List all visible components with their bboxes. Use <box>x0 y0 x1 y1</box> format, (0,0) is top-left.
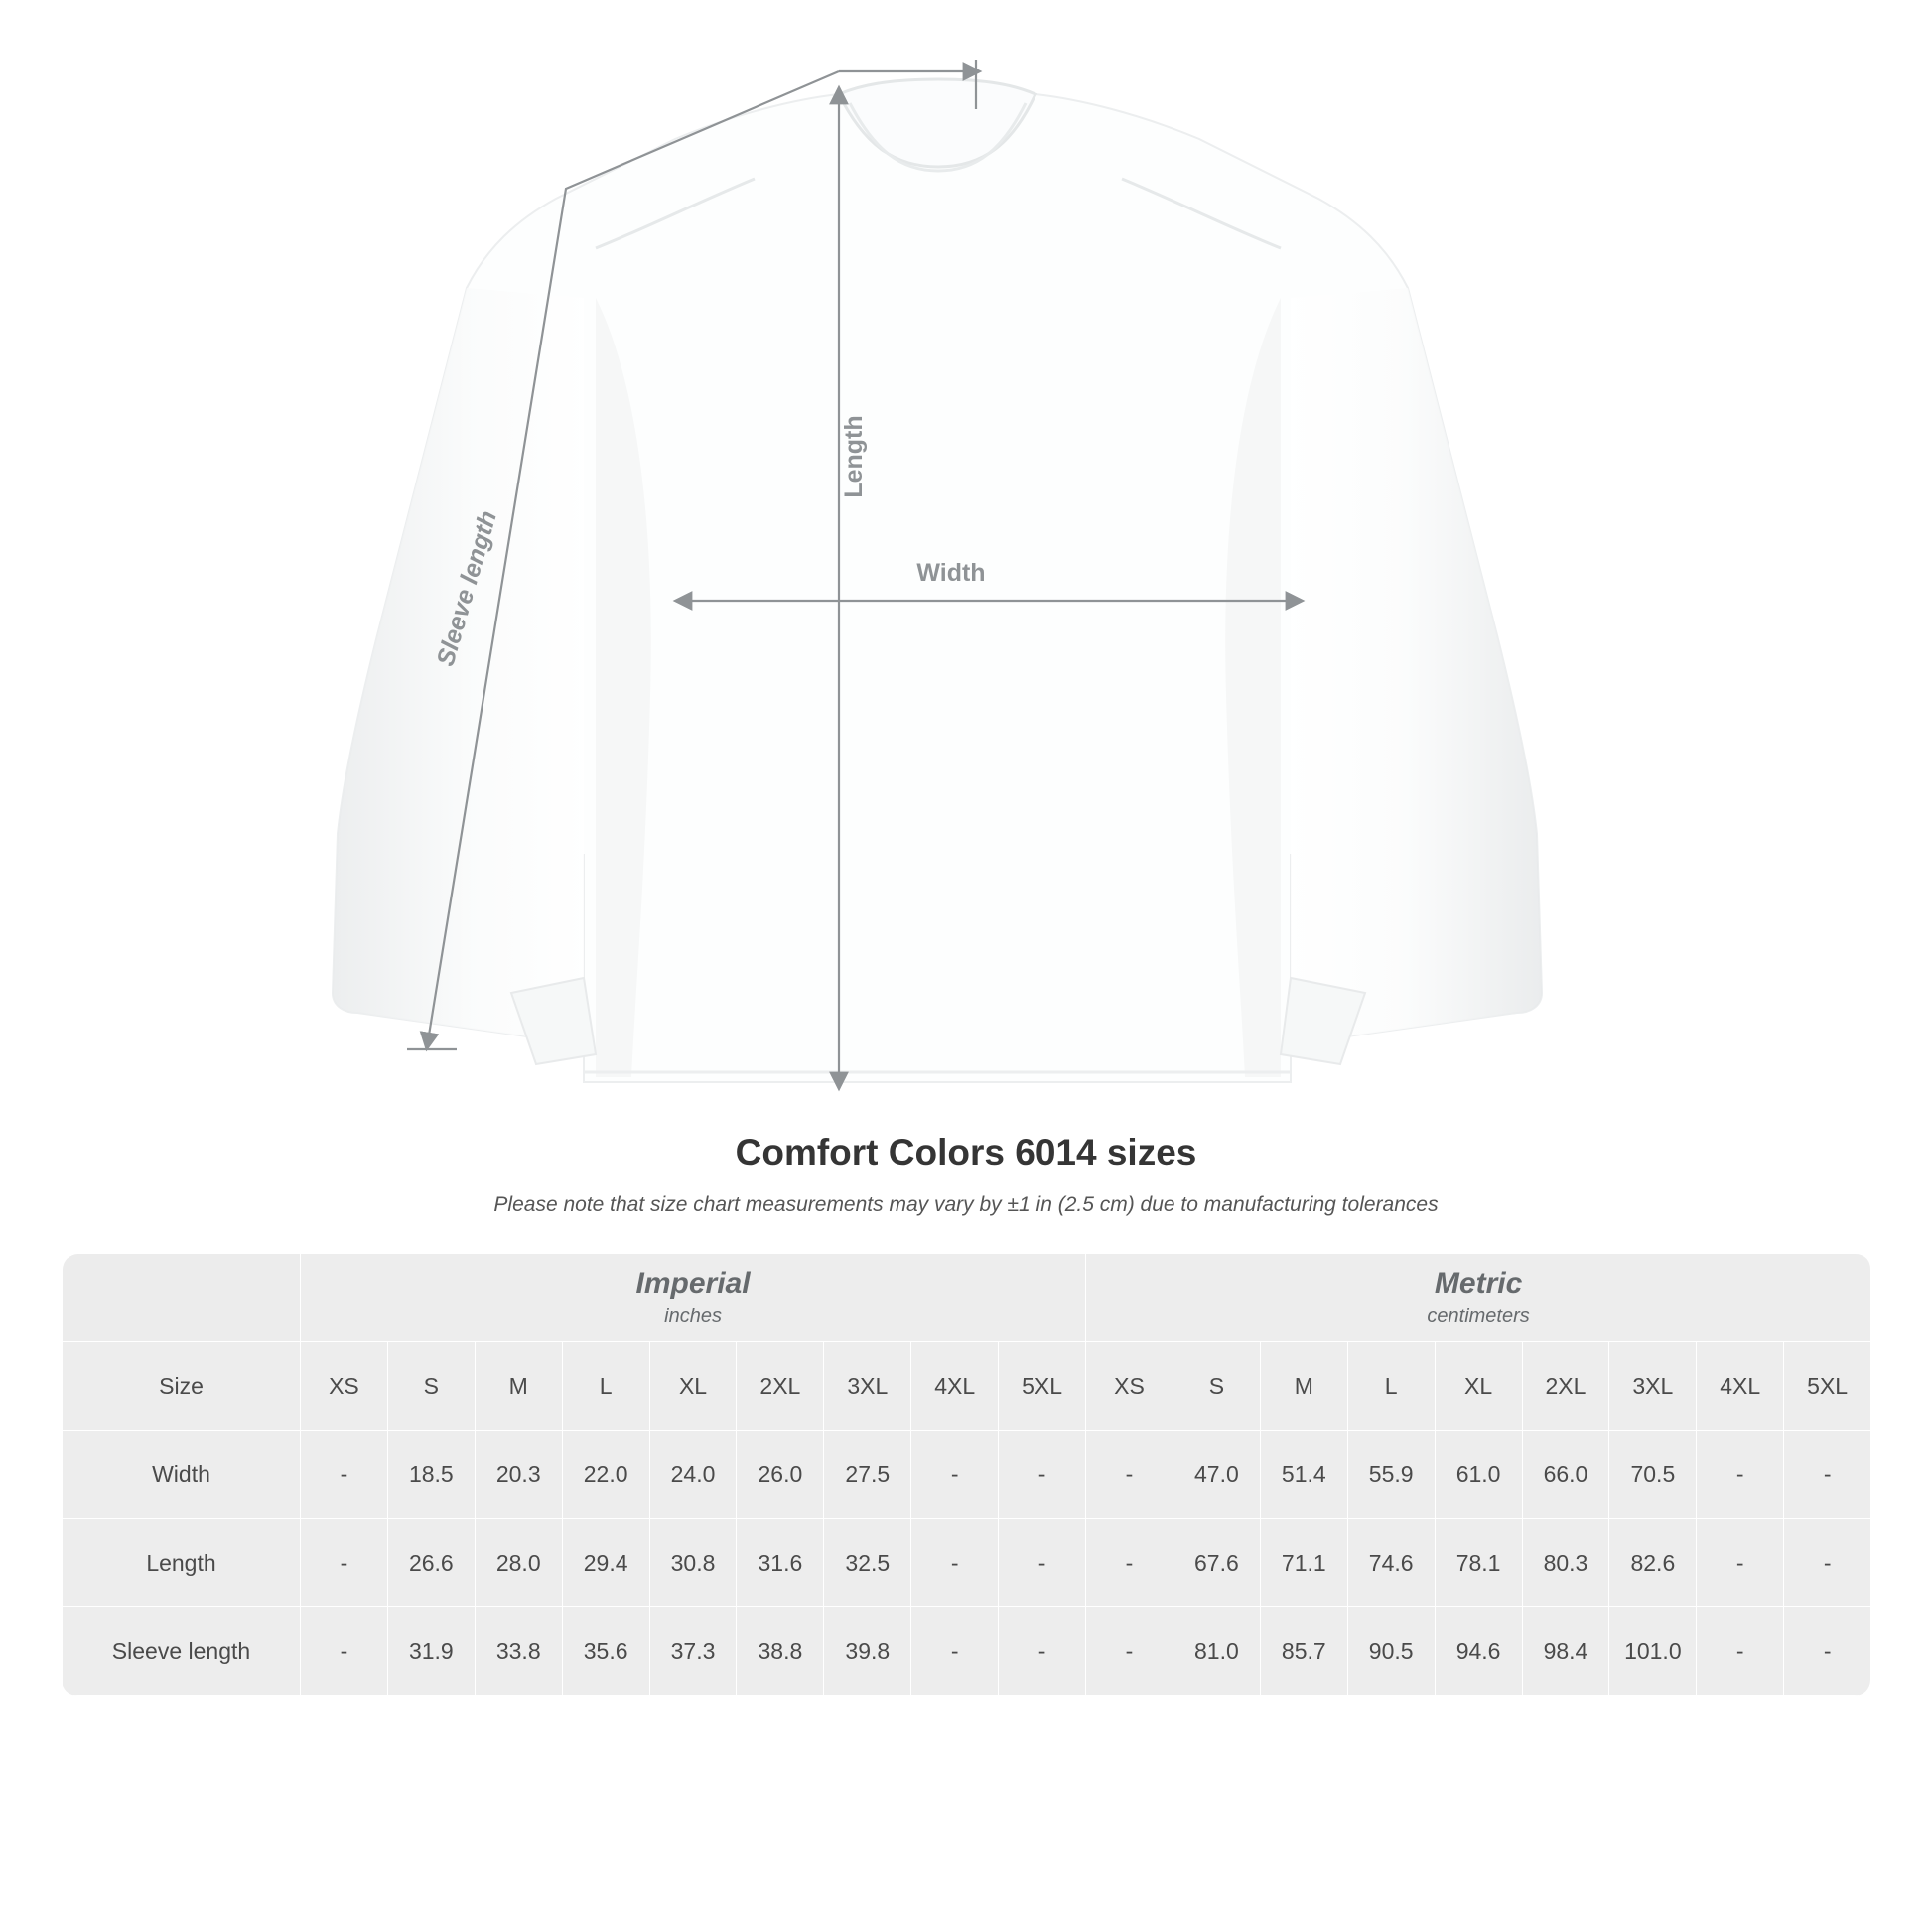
unit-name: Imperial <box>635 1267 751 1301</box>
size-table <box>62 1253 1870 1696</box>
table-row <box>63 1431 1871 1519</box>
size-header-cell: 2XL <box>1522 1342 1609 1431</box>
measurement-cell: - <box>301 1607 388 1696</box>
measurement-cell: - <box>911 1519 999 1607</box>
unit-header-row <box>63 1254 1871 1342</box>
size-header-cell: S <box>387 1342 475 1431</box>
measurement-cell: 85.7 <box>1260 1607 1347 1696</box>
size-header-cell: L <box>1347 1342 1435 1431</box>
size-header-cell: XS <box>301 1342 388 1431</box>
size-header-cell: S <box>1173 1342 1260 1431</box>
measurement-cell: - <box>999 1431 1086 1519</box>
measurement-cell: - <box>1697 1519 1784 1607</box>
measurement-cell: - <box>1697 1607 1784 1696</box>
title-block <box>0 1132 1932 1217</box>
measurement-cell: 71.1 <box>1260 1519 1347 1607</box>
measurement-cell: 94.6 <box>1435 1607 1522 1696</box>
measurement-cell: 26.0 <box>737 1431 824 1519</box>
measurement-cell: 30.8 <box>649 1519 737 1607</box>
measurement-cell: 82.6 <box>1609 1519 1697 1607</box>
measurement-cell: 20.3 <box>475 1431 562 1519</box>
measurement-cell: - <box>301 1519 388 1607</box>
measurement-cell: 37.3 <box>649 1607 737 1696</box>
measurement-cell: - <box>911 1431 999 1519</box>
size-header-cell: 3XL <box>1609 1342 1697 1431</box>
measurement-cell: 29.4 <box>562 1519 649 1607</box>
unit-subtitle: inches <box>664 1305 722 1327</box>
size-table-wrapper <box>62 1253 1870 1696</box>
measurement-cell: - <box>1086 1431 1173 1519</box>
row-label: Sleeve length <box>63 1607 301 1696</box>
measurement-cell: 90.5 <box>1347 1607 1435 1696</box>
width-label: Width <box>916 559 986 587</box>
measurement-cell: - <box>301 1431 388 1519</box>
measurement-cell: 31.6 <box>737 1519 824 1607</box>
tolerance-note: Please note that size chart measurements may vary by ±1 in (2.5 cm) due to manufacturing tolerances <box>493 1193 1439 1216</box>
size-header-cell: M <box>1260 1342 1347 1431</box>
measurement-cell: 38.8 <box>737 1607 824 1696</box>
measurement-cell: 98.4 <box>1522 1607 1609 1696</box>
size-header-cell: 5XL <box>999 1342 1086 1431</box>
size-header-cell: 2XL <box>737 1342 824 1431</box>
measurement-cell: 80.3 <box>1522 1519 1609 1607</box>
measurement-cell: 101.0 <box>1609 1607 1697 1696</box>
size-header-cell: 4XL <box>911 1342 999 1431</box>
measurement-cell: 51.4 <box>1260 1431 1347 1519</box>
length-label: Length <box>840 415 868 498</box>
measurement-cell: - <box>1086 1607 1173 1696</box>
size-header-cell: XS <box>1086 1342 1173 1431</box>
measurement-cell: 81.0 <box>1173 1607 1260 1696</box>
row-label: Width <box>63 1431 301 1519</box>
measurement-cell: 74.6 <box>1347 1519 1435 1607</box>
measurement-cell: 35.6 <box>562 1607 649 1696</box>
measurement-cell: 66.0 <box>1522 1431 1609 1519</box>
unit-subtitle: centimeters <box>1427 1305 1530 1327</box>
table-row <box>63 1607 1871 1696</box>
measurement-cell: 67.6 <box>1173 1519 1260 1607</box>
measurement-cell: 18.5 <box>387 1431 475 1519</box>
measurement-cell: - <box>999 1519 1086 1607</box>
size-header-cell: 4XL <box>1697 1342 1784 1431</box>
row-label: Length <box>63 1519 301 1607</box>
size-header-cell: L <box>562 1342 649 1431</box>
measurement-cell: 24.0 <box>649 1431 737 1519</box>
measurement-cell: 61.0 <box>1435 1431 1522 1519</box>
measurement-cell: 70.5 <box>1609 1431 1697 1519</box>
measurement-cell: - <box>1784 1431 1870 1519</box>
unit-header-metric <box>1086 1254 1870 1342</box>
size-header-cell: XL <box>1435 1342 1522 1431</box>
sleeve-length-label: Sleeve length <box>431 507 502 670</box>
measurement-cell: 22.0 <box>562 1431 649 1519</box>
size-header-cell: M <box>475 1342 562 1431</box>
measurement-cell: 55.9 <box>1347 1431 1435 1519</box>
measurement-cell: 31.9 <box>387 1607 475 1696</box>
measurement-cell: - <box>1784 1607 1870 1696</box>
measurement-cell: 27.5 <box>824 1431 911 1519</box>
measurement-cell: 26.6 <box>387 1519 475 1607</box>
page-title: Comfort Colors 6014 sizes <box>735 1132 1197 1173</box>
unit-name: Metric <box>1434 1267 1523 1301</box>
size-header-cell: XL <box>649 1342 737 1431</box>
measurement-cell: - <box>1697 1431 1784 1519</box>
measurement-cell: - <box>999 1607 1086 1696</box>
measurement-cell: 47.0 <box>1173 1431 1260 1519</box>
size-header-row <box>63 1342 1871 1431</box>
measurement-cell: 28.0 <box>475 1519 562 1607</box>
unit-header-imperial <box>301 1254 1086 1342</box>
measurement-cell: 32.5 <box>824 1519 911 1607</box>
measurement-cell: - <box>911 1607 999 1696</box>
table-row <box>63 1519 1871 1607</box>
measurement-cell: - <box>1784 1519 1870 1607</box>
measurement-cell: 78.1 <box>1435 1519 1522 1607</box>
measurement-cell: 39.8 <box>824 1607 911 1696</box>
size-header-cell: 5XL <box>1784 1342 1870 1431</box>
size-label-cell: Size <box>63 1342 301 1431</box>
size-header-cell: 3XL <box>824 1342 911 1431</box>
measurement-cell: - <box>1086 1519 1173 1607</box>
table-corner <box>63 1254 301 1342</box>
measurement-cell: 33.8 <box>475 1607 562 1696</box>
